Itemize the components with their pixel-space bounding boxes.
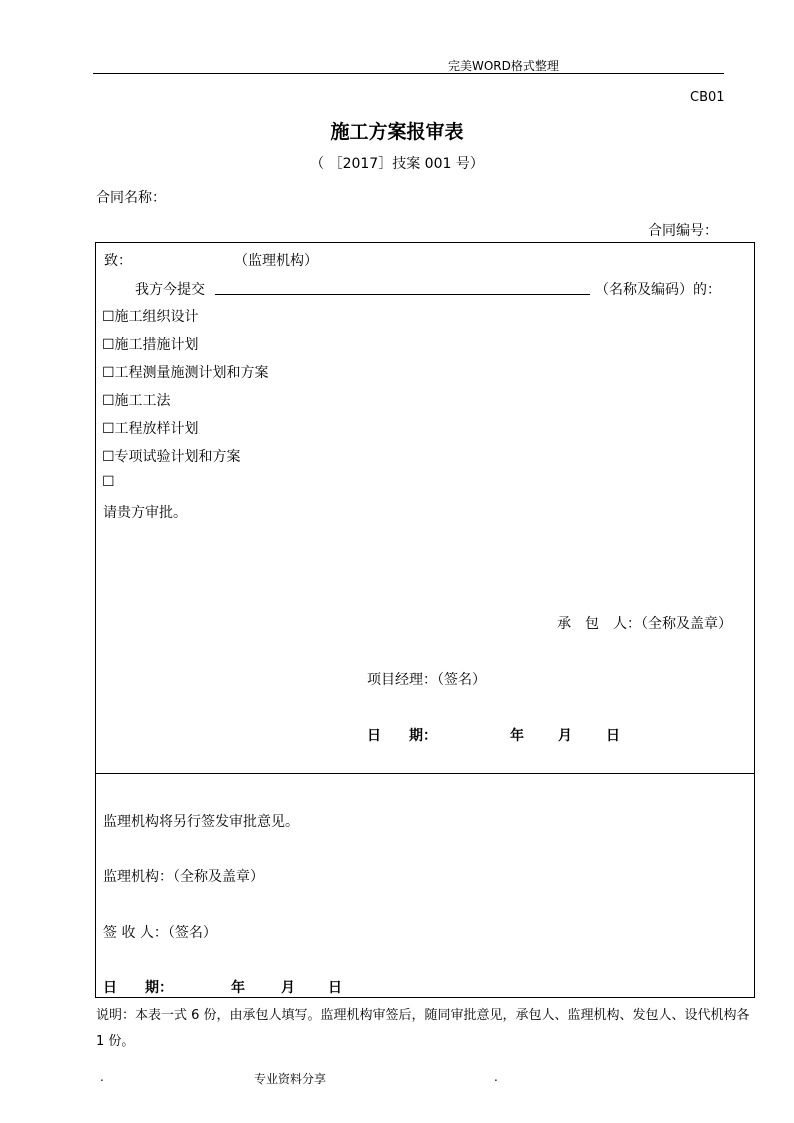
- date-label: 日 期：: [367, 728, 437, 744]
- footer-text: 专业资料分享: [254, 1072, 327, 1086]
- option-setting-out-plan[interactable]: ☐工程放样计划: [102, 421, 199, 437]
- contract-name-label: 合同名称：: [96, 190, 166, 206]
- date-year-label: 年: [510, 728, 524, 744]
- option-construction-method[interactable]: ☐施工工法: [102, 393, 171, 409]
- supervisor-org-sign-label: 监理机构：（全称及盖章）: [103, 869, 264, 885]
- supervisor-opinion-text: 监理机构将另行签发审批意见。: [103, 814, 299, 830]
- submission-name-blank[interactable]: [215, 294, 590, 295]
- option-survey-plan[interactable]: ☐工程测量施测计划和方案: [102, 365, 269, 381]
- table-divider: [95, 773, 755, 774]
- supervisor-org-label: （监理机构）: [234, 253, 318, 269]
- to-label: 致：: [104, 253, 132, 269]
- receiver-label: 签 收 人：（签名）: [103, 925, 217, 941]
- header-rule: [93, 73, 724, 74]
- option-special-test-plan[interactable]: ☐专项试验计划和方案: [102, 449, 241, 465]
- page-header-text: 完美WORD格式整理: [448, 59, 559, 73]
- contract-no-label: 合同编号：: [648, 223, 718, 239]
- receipt-month-label: 月: [281, 980, 295, 996]
- submit-prefix: 我方今提交: [135, 282, 205, 298]
- receipt-date-label: 日 期：: [103, 980, 173, 996]
- receipt-year-label: 年: [231, 980, 245, 996]
- date-month-label: 月: [558, 728, 572, 744]
- form-number-line: （ ［2017］技案 001 号）: [310, 156, 484, 172]
- option-construction-org-design[interactable]: ☐施工组织设计: [102, 309, 199, 325]
- footer-left-dot: .: [100, 1070, 104, 1084]
- request-text: 请贵方审批。: [103, 505, 187, 521]
- form-note: 说明：本表一式 6 份，由承包人填写。监理机构审签后，随同审批意见，承包人、监理机构、发包人、设代机构各 1 份。: [96, 1008, 750, 1049]
- project-manager-label: 项目经理：（签名）: [367, 672, 486, 688]
- contractor-label: 承 包 人：（全称及盖章）: [557, 616, 732, 632]
- option-other[interactable]: ☐: [102, 474, 115, 490]
- receipt-day-label: 日: [328, 980, 342, 996]
- submit-suffix: （名称及编码）的：: [595, 282, 721, 298]
- form-code: CB01: [690, 90, 725, 105]
- form-title: 施工方案报审表: [330, 121, 464, 143]
- option-construction-measures-plan[interactable]: ☐施工措施计划: [102, 337, 199, 353]
- date-day-label: 日: [606, 728, 620, 744]
- footer-right-dot: .: [494, 1070, 498, 1084]
